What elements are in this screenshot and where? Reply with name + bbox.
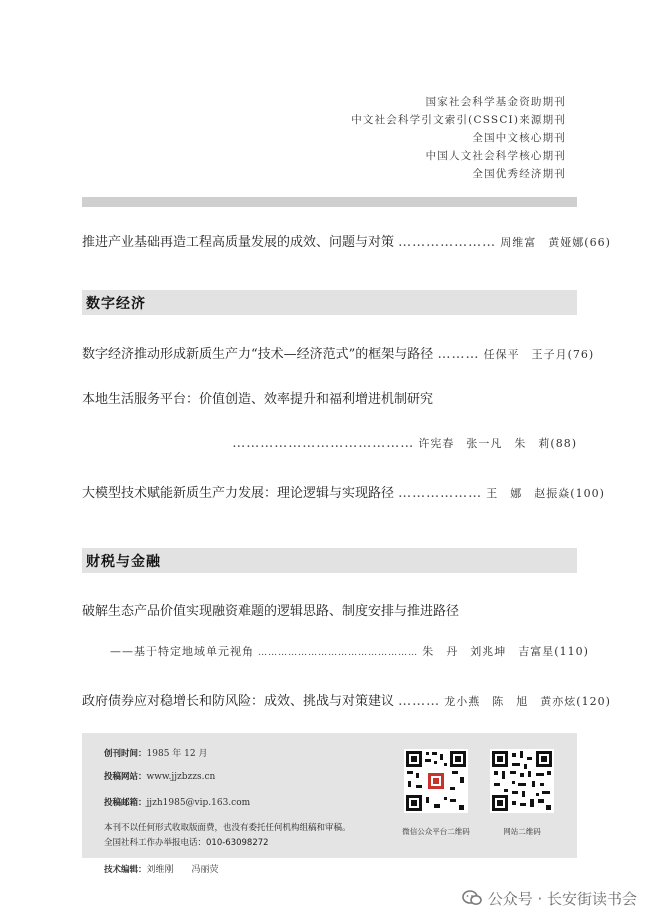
editor-label: 技术编辑： xyxy=(104,865,147,875)
leader-dots: ………………………………… xyxy=(232,436,415,451)
article-title: 推进产业基础再造工程高质量发展的成效、问题与对策 xyxy=(82,235,395,250)
editor-names: 刘维刚 冯丽荧 xyxy=(146,865,219,875)
index-line-4: 中国人文社会科学核心期刊 xyxy=(425,150,566,162)
website-qr-caption: 网站二维码 xyxy=(503,827,541,836)
website-qr-code[interactable] xyxy=(490,749,554,813)
email-line xyxy=(104,796,250,808)
article-title-line[interactable]: 破解生态产品价值实现融资难题的逻辑思路、制度安排与推进路径 xyxy=(82,604,460,619)
website-link[interactable]: www.jjzbzzs.cn xyxy=(146,772,216,782)
section-header-digital-economy xyxy=(82,290,577,315)
article-authors: 王 娜 赵振焱(100) xyxy=(486,487,605,500)
watermark-text: 公众号 · 长安街读书会 xyxy=(487,890,637,908)
leader-dots: ………………… xyxy=(398,235,497,250)
wechat-channel-icon xyxy=(462,890,482,910)
founded-line xyxy=(104,746,207,759)
email-link[interactable]: jjzh1985@vip.163.com xyxy=(146,798,251,808)
website-line xyxy=(104,770,215,782)
article-entry[interactable] xyxy=(82,690,611,709)
article-authors: 龙小燕 陈 旭 黄亦炫(120) xyxy=(444,695,611,708)
leader-dots: ……………… xyxy=(398,486,483,501)
section-title: 数字经济 xyxy=(86,296,146,312)
article-title: 数字经济推动形成新质生产力“技术—经济范式”的框架与路径 xyxy=(82,347,434,362)
founded-value: 1985 年 12 月 xyxy=(146,749,208,759)
article-subtitle: ——基于特定地域单元视角 xyxy=(110,645,254,658)
leader-dots: ………………………………………… xyxy=(258,648,419,658)
leader-dots: ……… xyxy=(437,347,480,362)
technical-editor-line xyxy=(104,862,219,875)
wechat-watermark xyxy=(462,888,637,910)
article-title: 政府债券应对稳增长和防风险：成效、挑战与对策建议 xyxy=(82,694,395,709)
index-line-2: 中文社会科学引文索引(CSSCI)来源期刊 xyxy=(351,114,566,126)
article-authors: 朱 丹 刘兆坤 吉富星(110) xyxy=(422,645,589,658)
article-authors: 任保平 王子月(76) xyxy=(483,348,595,361)
article-byline xyxy=(232,435,577,451)
leader-dots: ……… xyxy=(398,694,441,709)
section-title: 财税与金融 xyxy=(86,554,161,570)
section-header-finance xyxy=(82,548,577,573)
founded-label: 创刊时间： xyxy=(104,749,147,759)
article-entry[interactable] xyxy=(82,343,594,362)
article-title: 大模型技术赋能新质生产力发展：理论逻辑与实现路径 xyxy=(82,486,395,501)
report-hotline: 全国社科工作办举报电话：010-63098272 xyxy=(104,838,269,848)
wechat-qr-code[interactable] xyxy=(404,749,468,813)
website-label: 投稿网站： xyxy=(104,772,147,782)
index-line-3: 全国中文核心期刊 xyxy=(472,132,566,144)
top-divider-bar xyxy=(82,197,577,207)
article-authors: 许宪春 张一凡 朱 莉(88) xyxy=(418,437,577,450)
article-authors: 周维富 黄娅娜(66) xyxy=(500,236,611,249)
article-byline xyxy=(110,643,589,659)
article-entry[interactable] xyxy=(82,482,605,501)
index-line-5: 全国优秀经济期刊 xyxy=(472,168,566,180)
email-label: 投稿邮箱： xyxy=(104,798,147,808)
index-line-1: 国家社会科学基金资助期刊 xyxy=(425,96,566,108)
wechat-qr-caption: 微信公众平台二维码 xyxy=(402,827,470,836)
no-fee-notice: 本刊不以任何形式收取版面费，也没有委托任何机构组稿和审稿。 xyxy=(104,823,351,833)
article-title-line[interactable]: 本地生活服务平台：价值创造、效率提升和福利增进机制研究 xyxy=(82,392,434,407)
article-entry[interactable] xyxy=(82,231,611,250)
